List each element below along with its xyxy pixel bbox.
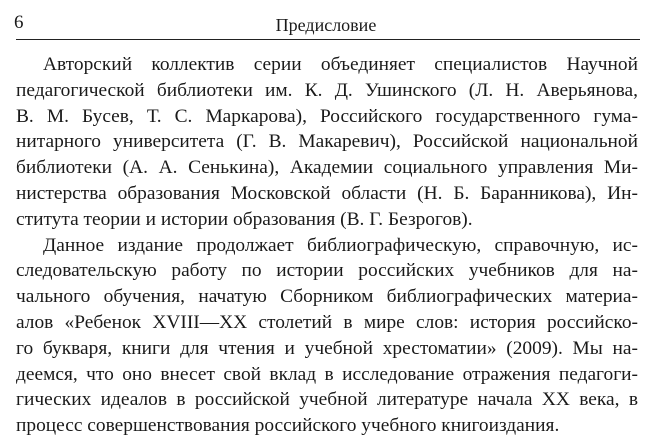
text-line: гических идеалов в российской учебной литературе начала XX века, в bbox=[16, 389, 638, 411]
text-line: нитарного университета (Г. В. Макаревич), Российской национальной bbox=[16, 131, 638, 153]
paragraph-2 bbox=[16, 233, 638, 439]
text-line: го букваря, книги для чтения и учебной хрестоматии» (2009). Мы на- bbox=[16, 337, 638, 359]
running-head bbox=[0, 0, 652, 40]
text-line: В. М. Бусев, Т. С. Маркарова), Российского государственного гума- bbox=[16, 105, 638, 127]
text-line: деемся, что оно внесет свой вклад в исследование отражения педагоги- bbox=[16, 363, 638, 385]
text-line: алов «Ребенок XVIII—XX столетий в мире слов: история российско- bbox=[16, 311, 638, 333]
text-line: педагогической библиотеки им. К. Д. Ушинского (Л. Н. Аверьянова, bbox=[16, 79, 638, 101]
text-line: чального обучения, начатую Сборником библиографических материа- bbox=[16, 286, 638, 308]
text-line: ститута теории и истории образования (В. Г. Безрогов). bbox=[16, 208, 473, 230]
text-line: нистерства образования Московской области (Н. Б. Баранникова), Ин- bbox=[16, 182, 638, 204]
paragraph-1 bbox=[16, 52, 638, 233]
text-line: Авторский коллектив серии объединяет специалистов Научной bbox=[43, 54, 638, 75]
section-title: Предисловие bbox=[275, 15, 377, 35]
header-rule bbox=[16, 39, 640, 40]
text-line: процесс совершенствования российского учебного книгоиздания. bbox=[16, 415, 560, 437]
text-line: Данное издание продолжает библиографическую, справочную, ис- bbox=[43, 234, 638, 256]
text-line: библиотеки (А. А. Сенькина), Академии социального управления Ми- bbox=[16, 157, 638, 179]
page-number: 6 bbox=[14, 12, 24, 33]
text-line: следовательскую работу по истории российских учебников для на- bbox=[16, 260, 638, 282]
body-text bbox=[16, 52, 638, 439]
